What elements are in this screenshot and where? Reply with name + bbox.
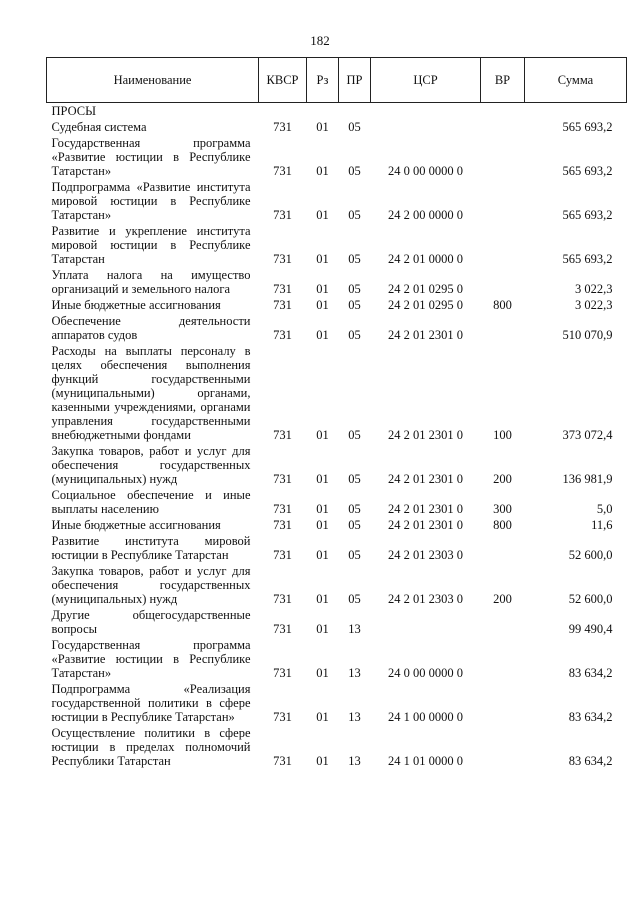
cell-name: Другие общегосударственные вопросы [51, 608, 251, 636]
cell-csr [371, 119, 481, 135]
cell-kvsr: 731 [273, 164, 292, 178]
cell-kvsr: 731 [273, 298, 292, 312]
cell-rz: 01 [316, 754, 329, 768]
table-row [47, 637, 627, 681]
cell-csr: 24 2 01 0000 0 [388, 252, 463, 266]
cell-pr: 05 [348, 252, 361, 266]
cell-csr [371, 607, 481, 637]
cell-kvsr: 731 [273, 592, 292, 606]
cell-csr: 24 2 01 2303 0 [388, 548, 463, 562]
cell-sum: 99 490,4 [568, 622, 613, 636]
cell-csr: 24 1 01 0000 0 [388, 754, 463, 768]
cell-kvsr: 731 [273, 472, 292, 486]
cell-vr [481, 313, 525, 343]
table-body [47, 103, 627, 770]
cell-vr [481, 135, 525, 179]
table-row [47, 607, 627, 637]
cell-sum: 136 981,9 [562, 472, 613, 486]
table-row [47, 681, 627, 725]
cell-pr: 05 [348, 548, 361, 562]
cell-csr: 24 0 00 0000 0 [388, 164, 463, 178]
cell-rz: 01 [316, 252, 329, 266]
cell-kvsr: 731 [273, 710, 292, 724]
cell-name: Подпрограмма «Развитие института мировой юстиции в Республике Татарстан» [51, 180, 251, 222]
column-header-sum: Сумма [525, 58, 627, 103]
cell-vr [481, 267, 525, 297]
table-row [47, 533, 627, 563]
cell-rz: 01 [316, 164, 329, 178]
cell-sum: 565 693,2 [562, 164, 613, 178]
cell-vr [481, 103, 525, 120]
cell-sum: 11,6 [591, 518, 613, 532]
table-row [47, 563, 627, 607]
cell-sum: 510 070,9 [562, 328, 613, 342]
cell-pr: 13 [348, 666, 361, 680]
cell-sum: 3 022,3 [575, 282, 613, 296]
cell-vr: 300 [493, 502, 512, 516]
column-header-kvsr: КВСР [259, 58, 307, 103]
cell-sum: 565 693,2 [562, 252, 613, 266]
cell-rz: 01 [316, 472, 329, 486]
table-row [47, 179, 627, 223]
cell-name: Закупка товаров, работ и услуг для обеспечения государственных (муниципальных) нужд [51, 564, 251, 606]
cell-sum: 5,0 [596, 502, 613, 516]
cell-name: Судебная система [51, 120, 147, 134]
cell-rz: 01 [316, 428, 329, 442]
cell-sum: 52 600,0 [568, 592, 613, 606]
cell-pr: 05 [348, 502, 361, 516]
column-header-rz: Рз [307, 58, 339, 103]
cell-rz: 01 [316, 622, 329, 636]
cell-kvsr: 731 [273, 208, 292, 222]
column-header-vr: ВР [481, 58, 525, 103]
cell-name: Развитие института мировой юстиции в Республике Татарстан [51, 534, 251, 562]
cell-rz: 01 [316, 592, 329, 606]
table-row [47, 103, 627, 120]
cell-kvsr: 731 [273, 622, 292, 636]
table-row [47, 119, 627, 135]
cell-rz [307, 103, 339, 120]
cell-rz: 01 [316, 710, 329, 724]
table-header-row [47, 58, 627, 103]
cell-vr [481, 223, 525, 267]
table-row [47, 135, 627, 179]
cell-kvsr: 731 [273, 754, 292, 768]
cell-sum: 3 022,3 [575, 298, 613, 312]
cell-pr: 05 [348, 298, 361, 312]
cell-kvsr: 731 [273, 252, 292, 266]
cell-name: Осуществление политики в сфере юстиции в пределах полномочий Республики Татарстан [51, 726, 251, 768]
cell-rz: 01 [316, 518, 329, 532]
cell-pr: 05 [348, 592, 361, 606]
cell-kvsr: 731 [273, 518, 292, 532]
cell-kvsr [259, 103, 307, 120]
cell-vr: 200 [493, 592, 512, 606]
cell-csr: 24 2 01 2303 0 [388, 592, 463, 606]
table-row [47, 343, 627, 443]
cell-name: Расходы на выплаты персоналу в целях обеспечения выполнения функций государственными (муниципальными) органами, казенными учреждениями, органами управления государственными внебюджетными фондами [51, 344, 251, 442]
cell-vr [481, 179, 525, 223]
cell-pr: 05 [348, 282, 361, 296]
cell-pr: 05 [348, 164, 361, 178]
cell-pr: 05 [348, 208, 361, 222]
cell-kvsr: 731 [273, 666, 292, 680]
cell-sum [525, 103, 627, 120]
cell-csr: 24 2 01 0295 0 [388, 282, 463, 296]
column-header-csr: ЦСР [371, 58, 481, 103]
cell-vr [481, 637, 525, 681]
cell-kvsr: 731 [273, 282, 292, 296]
cell-csr: 24 1 00 0000 0 [388, 710, 463, 724]
cell-pr [339, 103, 371, 120]
table-row [47, 313, 627, 343]
cell-pr: 13 [348, 754, 361, 768]
cell-kvsr: 731 [273, 428, 292, 442]
cell-kvsr: 731 [273, 502, 292, 516]
cell-csr: 24 2 01 2301 0 [388, 472, 463, 486]
cell-vr: 100 [493, 428, 512, 442]
cell-pr: 13 [348, 710, 361, 724]
column-header-pr: ПР [339, 58, 371, 103]
cell-csr: 24 2 01 2301 0 [388, 518, 463, 532]
table-row [47, 725, 627, 769]
cell-sum: 373 072,4 [562, 428, 613, 442]
cell-pr: 05 [348, 472, 361, 486]
cell-pr: 05 [348, 518, 361, 532]
cell-sum: 565 693,2 [562, 120, 613, 134]
table-row [47, 487, 627, 517]
cell-name: Развитие и укрепление института мировой юстиции в Республике Татарстан [51, 224, 251, 266]
cell-name: ПРОСЫ [51, 104, 97, 118]
cell-kvsr: 731 [273, 120, 292, 134]
cell-name: Подпрограмма «Реализация государственной политики в сфере юстиции в Республике Татарстан» [51, 682, 251, 724]
cell-rz: 01 [316, 328, 329, 342]
cell-name: Иные бюджетные ассигнования [51, 298, 221, 312]
cell-vr: 200 [493, 472, 512, 486]
cell-sum: 83 634,2 [568, 666, 613, 680]
cell-csr: 24 2 00 0000 0 [388, 208, 463, 222]
cell-name: Закупка товаров, работ и услуг для обеспечения государственных (муниципальных) нужд [51, 444, 251, 486]
cell-pr: 13 [348, 622, 361, 636]
cell-rz: 01 [316, 666, 329, 680]
table-row [47, 517, 627, 533]
cell-kvsr: 731 [273, 328, 292, 342]
cell-name: Государственная программа «Развитие юстиции в Республике Татарстан» [51, 638, 251, 680]
column-header-name: Наименование [47, 58, 259, 103]
table-row [47, 443, 627, 487]
cell-vr [481, 725, 525, 769]
cell-csr: 24 2 01 2301 0 [388, 502, 463, 516]
cell-vr [481, 607, 525, 637]
cell-rz: 01 [316, 298, 329, 312]
cell-rz: 01 [316, 208, 329, 222]
cell-pr: 05 [348, 328, 361, 342]
cell-vr: 800 [493, 298, 512, 312]
cell-vr [481, 533, 525, 563]
cell-name: Государственная программа «Развитие юстиции в Республике Татарстан» [51, 136, 251, 178]
cell-rz: 01 [316, 548, 329, 562]
cell-csr: 24 2 01 2301 0 [388, 428, 463, 442]
table-row [47, 223, 627, 267]
cell-vr [481, 681, 525, 725]
page-number: 182 [310, 33, 330, 48]
table-row [47, 267, 627, 297]
cell-name: Обеспечение деятельности аппаратов судов [51, 314, 251, 342]
cell-pr: 05 [348, 428, 361, 442]
table-row [47, 297, 627, 313]
cell-name: Социальное обеспечение и иные выплаты населению [51, 488, 251, 516]
cell-rz: 01 [316, 120, 329, 134]
cell-pr: 05 [348, 120, 361, 134]
cell-vr: 800 [493, 518, 512, 532]
cell-kvsr: 731 [273, 548, 292, 562]
budget-table [46, 57, 627, 769]
cell-csr: 24 2 01 0295 0 [388, 298, 463, 312]
cell-name: Иные бюджетные ассигнования [51, 518, 221, 532]
cell-csr: 24 2 01 2301 0 [388, 328, 463, 342]
cell-sum: 83 634,2 [568, 754, 613, 768]
cell-sum: 565 693,2 [562, 208, 613, 222]
cell-rz: 01 [316, 502, 329, 516]
cell-sum: 83 634,2 [568, 710, 613, 724]
cell-sum: 52 600,0 [568, 548, 613, 562]
cell-rz: 01 [316, 282, 329, 296]
cell-vr [481, 119, 525, 135]
cell-name: Уплата налога на имущество организаций и земельного налога [51, 268, 251, 296]
cell-csr: 24 0 00 0000 0 [388, 666, 463, 680]
cell-csr [371, 103, 481, 120]
